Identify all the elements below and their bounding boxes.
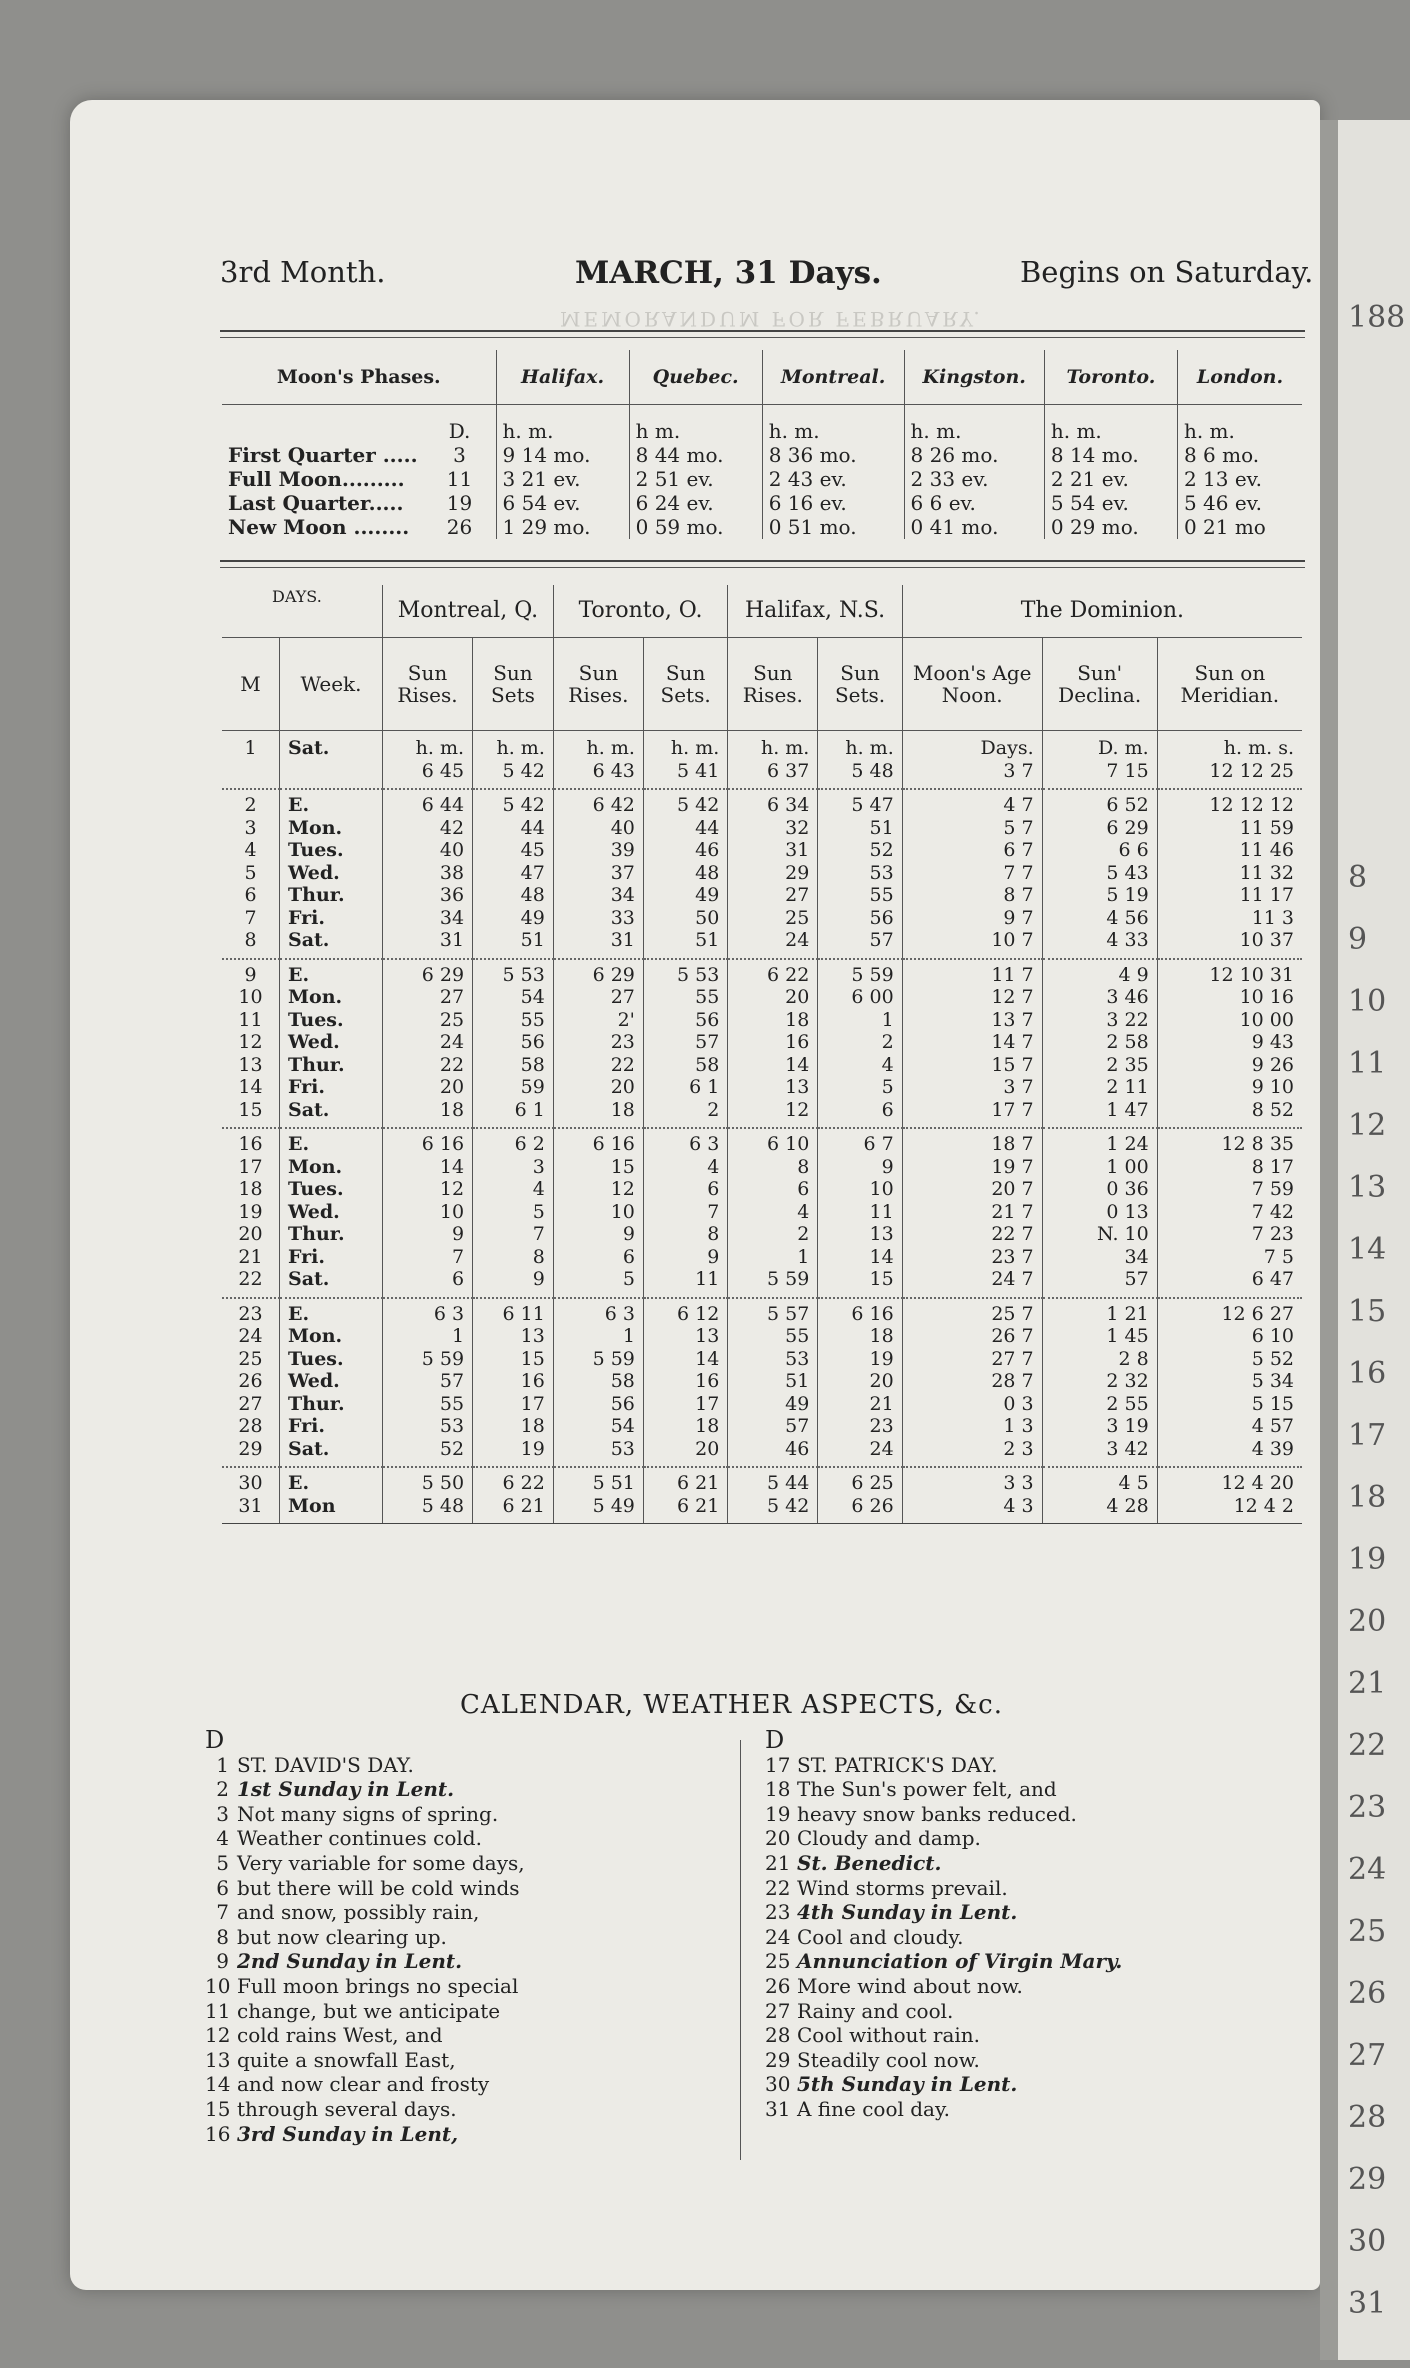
- header-rule-thin: [220, 337, 1305, 338]
- aspect-day: 20: [765, 1826, 791, 1851]
- days-header: DAYS.: [222, 585, 383, 638]
- calendar-cell: h. m. 6 37: [728, 731, 818, 790]
- aspect-day: 19: [765, 1801, 791, 1826]
- daily-calendar-table: [222, 585, 1302, 1524]
- phases-rule: [220, 560, 1305, 562]
- aspect-day: 26: [765, 1973, 791, 1998]
- dominion-group: The Dominion.: [902, 585, 1302, 638]
- aspect-day: 3: [216, 1801, 229, 1826]
- calendar-cell: 5 42 44 46 48 49 50 51: [643, 789, 727, 959]
- col-montreal-rises: Sun Rises.: [383, 638, 473, 731]
- calendar-cell: E. Mon. Tues. Wed. Thur. Fri. Sat.: [280, 1128, 383, 1298]
- aspect-line: [205, 2122, 525, 2147]
- aspects-right-column: [765, 1728, 1122, 2122]
- aspect-line: [765, 2048, 1122, 2073]
- calendar-cell: 25 7 26 7 27 7 28 7 0 3 1 3 2 3: [902, 1298, 1042, 1468]
- aspect-day: 16: [205, 2121, 231, 2146]
- halifax-group: Halifax, N.S.: [728, 585, 902, 638]
- calendar-cell: 6 29 27 25 24 22 20 18: [383, 959, 473, 1129]
- aspect-text: through several days.: [237, 2096, 457, 2121]
- calendar-cell: Sat.: [280, 731, 383, 790]
- aspect-line: [205, 1753, 525, 1778]
- aspect-text: 2nd Sunday in Lent.: [237, 1949, 463, 1974]
- calendar-cell: 5 42 44 45 47 48 49 51: [473, 789, 554, 959]
- calendar-row-block: [222, 731, 1302, 790]
- aspect-text: Not many signs of spring.: [237, 1801, 499, 1826]
- montreal-group: Montreal, Q.: [383, 585, 554, 638]
- calendar-cell: 4 5 4 28: [1042, 1467, 1157, 1524]
- aspect-text: Very variable for some days,: [237, 1850, 525, 1875]
- col-halifax-rises: Sun Rises.: [728, 638, 818, 731]
- aspect-line: [205, 1900, 525, 1925]
- edge-number: 11: [1348, 1046, 1387, 1081]
- aspect-line: [205, 2072, 525, 2097]
- aspect-day: 28: [765, 2023, 791, 2048]
- aspects-right-list: [765, 1753, 1122, 2122]
- edge-number: 27: [1348, 2038, 1387, 2073]
- montreal-header: Montreal.: [762, 350, 904, 405]
- aspect-line: [205, 1826, 525, 1851]
- calendar-cell: E. Mon. Tues. Wed. Thur. Fri. Sat.: [280, 789, 383, 959]
- begins-label: Begins on Saturday.: [1020, 255, 1314, 289]
- edge-number: 23: [1348, 1790, 1387, 1825]
- aspect-day: 14: [205, 2072, 231, 2097]
- aspect-line: [765, 1826, 1122, 1851]
- calendar-row-block: [222, 1467, 1302, 1524]
- aspect-line: [765, 1876, 1122, 1901]
- calendar-cell: 6 16 14 12 10 9 7 6: [383, 1128, 473, 1298]
- aspect-day: 9: [216, 1949, 229, 1974]
- calendar-cell: 1 24 1 00 0 36 0 13 N. 10 34 57: [1042, 1128, 1157, 1298]
- facing-page-edge: [1320, 120, 1410, 2360]
- calendar-cell: 6 10 8 6 4 2 1 5 59: [728, 1128, 818, 1298]
- calendar-cell: 18 7 19 7 20 7 21 7 22 7 23 7 24 7: [902, 1128, 1042, 1298]
- calendar-cell: 5 53 55 56 57 58 6 1 2: [643, 959, 727, 1129]
- edge-number: 24: [1348, 1852, 1387, 1887]
- calendar-cell: E. Mon. Tues. Wed. Thur. Fri. Sat.: [280, 959, 383, 1129]
- aspect-day: 8: [216, 1924, 229, 1949]
- aspect-line: [765, 1974, 1122, 1999]
- aspect-line: [765, 2072, 1122, 2097]
- calendar-cell: 6 2 3 4 5 7 8 9: [473, 1128, 554, 1298]
- aspect-day: 11: [205, 1998, 231, 2023]
- aspects-left-list: [205, 1753, 525, 2147]
- aspect-line: [765, 1851, 1122, 1876]
- header-rule: [220, 330, 1305, 332]
- calendar-cell: 5 53 54 55 56 58 59 6 1: [473, 959, 554, 1129]
- edge-number: 19: [1348, 1542, 1387, 1577]
- calendar-cell: h. m. 5 41: [643, 731, 727, 790]
- aspect-day: 10: [205, 1973, 231, 1998]
- edge-year: 188: [1348, 300, 1406, 335]
- aspect-line: [765, 2023, 1122, 2048]
- edge-number: 8: [1348, 860, 1368, 895]
- aspect-day: 23: [765, 1900, 791, 1925]
- aspect-text: change, but we anticipate: [237, 1998, 501, 2023]
- calendar-cell: 6 52 6 29 6 6 5 43 5 19 4 56 4 33: [1042, 789, 1157, 959]
- toronto-times: h. m. 8 14 mo. 2 21 ev. 5 54 ev. 0 29 mo.: [1044, 405, 1177, 540]
- calendar-cell: 6 7 9 10 11 13 14 15: [818, 1128, 902, 1298]
- aspect-line: [765, 1949, 1122, 1974]
- aspect-text: cold rains West, and: [237, 2023, 443, 2048]
- aspect-line: [205, 1999, 525, 2024]
- aspect-text: Annunciation of Virgin Mary.: [797, 1949, 1123, 1974]
- aspect-line: [205, 2097, 525, 2122]
- edge-number: 31: [1348, 2286, 1387, 2321]
- bleed-through-text: MEMORANDUM FOR FEBRUARY.: [560, 307, 983, 331]
- quebec-header: Quebec.: [629, 350, 762, 405]
- aspect-text: Steadily cool now.: [797, 2047, 980, 2072]
- calendar-cell: E. Mon: [280, 1467, 383, 1524]
- aspect-text: Cool and cloudy.: [797, 1924, 964, 1949]
- aspect-text: quite a snowfall East,: [237, 2047, 456, 2072]
- calendar-cell: 11 7 12 7 13 7 14 7 15 7 3 7 17 7: [902, 959, 1042, 1129]
- calendar-cell: 6 16 18 19 20 21 23 24: [818, 1298, 902, 1468]
- aspect-text: More wind about now.: [797, 1973, 1023, 1998]
- aspects-left-head: D: [205, 1726, 225, 1754]
- aspects-divider: [740, 1740, 741, 2160]
- edge-number: 10: [1348, 984, 1387, 1019]
- col-month-day: M: [222, 638, 280, 731]
- aspect-text: 3rd Sunday in Lent,: [237, 2121, 459, 2146]
- aspect-line: [765, 1900, 1122, 1925]
- halifax-times: h. m. 9 14 mo. 3 21 ev. 6 54 ev. 1 29 mo.: [496, 405, 629, 540]
- col-sun-declination: Sun' Declina.: [1042, 638, 1157, 731]
- aspect-line: [765, 1753, 1122, 1778]
- edge-number: 12: [1348, 1108, 1387, 1143]
- calendar-cell: 6 22 6 21: [473, 1467, 554, 1524]
- aspect-text: 5th Sunday in Lent.: [797, 2072, 1018, 2097]
- aspects-right-head: D: [765, 1726, 785, 1754]
- aspect-line: [205, 2048, 525, 2073]
- edge-number: 22: [1348, 1728, 1387, 1763]
- calendar-cell: 6 22 20 18 16 14 13 12: [728, 959, 818, 1129]
- calendar-cell: 4 9 3 46 3 22 2 58 2 35 2 11 1 47: [1042, 959, 1157, 1129]
- calendar-cell: 30 31: [222, 1467, 280, 1524]
- aspect-text: heavy snow banks reduced.: [797, 1801, 1077, 1826]
- edge-number: 13: [1348, 1170, 1387, 1205]
- calendar-cell: 6 25 6 26: [818, 1467, 902, 1524]
- moon-phases-table: [222, 350, 1302, 539]
- calendar-cell: 6 16 15 12 10 9 6 5: [553, 1128, 643, 1298]
- calendar-row-block: [222, 1298, 1302, 1468]
- aspect-day: 29: [765, 2047, 791, 2072]
- calendar-cell: 6 3 1 5 59 58 56 54 53: [553, 1298, 643, 1468]
- aspect-line: [765, 2097, 1122, 2122]
- aspect-day: 24: [765, 1924, 791, 1949]
- aspect-day: 2: [216, 1777, 229, 1802]
- aspects-title: CALENDAR, WEATHER ASPECTS, &c.: [460, 1690, 1003, 1720]
- aspect-text: The Sun's power felt, and: [797, 1777, 1057, 1802]
- calendar-cell: h. m. 5 48: [818, 731, 902, 790]
- page-title: MARCH, 31 Days.: [575, 255, 882, 291]
- aspect-line: [205, 1876, 525, 1901]
- aspect-text: Rainy and cool.: [797, 1998, 954, 2023]
- aspect-text: 4th Sunday in Lent.: [797, 1900, 1018, 1925]
- aspect-day: 1: [216, 1752, 229, 1777]
- aspect-text: and now clear and frosty: [237, 2072, 490, 2097]
- edge-number: 16: [1348, 1356, 1387, 1391]
- page-header: [220, 255, 1314, 299]
- aspect-line: [765, 1999, 1122, 2024]
- calendar-cell: h. m. 6 43: [553, 731, 643, 790]
- aspect-day: 7: [216, 1900, 229, 1925]
- col-toronto-rises: Sun Rises.: [553, 638, 643, 731]
- aspects-left-column: [205, 1728, 525, 2146]
- calendar-cell: 23 24 25 26 27 28 29: [222, 1298, 280, 1468]
- calendar-row-block: [222, 1128, 1302, 1298]
- aspect-text: A fine cool day.: [797, 2096, 950, 2121]
- edge-number: 15: [1348, 1294, 1387, 1329]
- calendar-cell: 1 21 1 45 2 8 2 32 2 55 3 19 3 42: [1042, 1298, 1157, 1468]
- calendar-row-block: [222, 959, 1302, 1129]
- aspect-day: 12: [205, 2023, 231, 2048]
- aspect-text: but now clearing up.: [237, 1924, 447, 1949]
- aspect-day: 6: [216, 1875, 229, 1900]
- calendar-cell: 6 11 13 15 16 17 18 19: [473, 1298, 554, 1468]
- aspect-day: 17: [765, 1752, 791, 1777]
- aspect-text: 1st Sunday in Lent.: [237, 1777, 455, 1802]
- calendar-cell: 12 8 35 8 17 7 59 7 42 7 23 7 5 6 47: [1157, 1128, 1302, 1298]
- aspect-day: 15: [205, 2096, 231, 2121]
- aspect-text: ST. DAVID'S DAY.: [237, 1752, 414, 1777]
- calendar-cell: 5 51 5 49: [553, 1467, 643, 1524]
- aspect-line: [205, 1851, 525, 1876]
- edge-number: 17: [1348, 1418, 1387, 1453]
- edge-number: 29: [1348, 2162, 1387, 2197]
- aspect-line: [205, 1802, 525, 1827]
- calendar-cell: E. Mon. Tues. Wed. Thur. Fri. Sat.: [280, 1298, 383, 1468]
- aspect-day: 21: [765, 1850, 791, 1875]
- london-header: London.: [1177, 350, 1302, 405]
- aspect-text: St. Benedict.: [797, 1850, 942, 1875]
- calendar-cell: 4 7 5 7 6 7 7 7 8 7 9 7 10 7: [902, 789, 1042, 959]
- aspect-day: 18: [765, 1777, 791, 1802]
- calendar-cell: 12 4 20 12 4 2: [1157, 1467, 1302, 1524]
- halifax-header: Halifax.: [496, 350, 629, 405]
- calendar-cell: 6 44 42 40 38 36 34 31: [383, 789, 473, 959]
- calendar-cell: h. m. 5 42: [473, 731, 554, 790]
- kingston-header: Kingston.: [904, 350, 1044, 405]
- phases-header: Moon's Phases.: [222, 350, 496, 405]
- edge-number: 14: [1348, 1232, 1387, 1267]
- calendar-cell: 6 3 1 5 59 57 55 53 52: [383, 1298, 473, 1468]
- aspect-text: ST. PATRICK'S DAY.: [797, 1752, 998, 1777]
- calendar-cell: 2 3 4 5 6 7 8: [222, 789, 280, 959]
- edge-number: 30: [1348, 2224, 1387, 2259]
- aspect-text: Weather continues cold.: [237, 1826, 482, 1851]
- calendar-cell: 6 29 27 2' 23 22 20 18: [553, 959, 643, 1129]
- calendar-cell: 5 47 51 52 53 55 56 57: [818, 789, 902, 959]
- aspect-line: [205, 1777, 525, 1802]
- col-moon-age: Moon's Age Noon.: [902, 638, 1042, 731]
- aspect-day: 31: [765, 2096, 791, 2121]
- quebec-times: h m. 8 44 mo. 2 51 ev. 6 24 ev. 0 59 mo.: [629, 405, 762, 540]
- aspect-day: 27: [765, 1998, 791, 2023]
- aspect-line: [205, 1974, 525, 1999]
- col-sun-meridian: Sun on Meridian.: [1157, 638, 1302, 731]
- aspect-line: [205, 2023, 525, 2048]
- calendar-cell: 12 12 12 11 59 11 46 11 32 11 17 11 3 10 37: [1157, 789, 1302, 959]
- calendar-cell: Days. 3 7: [902, 731, 1042, 790]
- aspect-day: 30: [765, 2072, 791, 2097]
- edge-number: 25: [1348, 1914, 1387, 1949]
- aspect-line: [765, 1925, 1122, 1950]
- calendar-cell: 5 44 5 42: [728, 1467, 818, 1524]
- aspect-day: 5: [216, 1850, 229, 1875]
- calendar-cell: 16 17 18 19 20 21 22: [222, 1128, 280, 1298]
- aspect-text: Full moon brings no special: [237, 1973, 519, 1998]
- aspect-day: 22: [765, 1875, 791, 1900]
- aspect-day: 4: [216, 1826, 229, 1851]
- calendar-cell: 6 42 40 39 37 34 33 31: [553, 789, 643, 959]
- calendar-cell: 5 50 5 48: [383, 1467, 473, 1524]
- edge-number: 18: [1348, 1480, 1387, 1515]
- calendar-cell: 5 57 55 53 51 49 57 46: [728, 1298, 818, 1468]
- calendar-cell: h. m. s. 12 12 25: [1157, 731, 1302, 790]
- calendar-cell: 6 21 6 21: [643, 1467, 727, 1524]
- aspect-line: [205, 1949, 525, 1974]
- calendar-cell: 3 3 4 3: [902, 1467, 1042, 1524]
- calendar-row-block: [222, 789, 1302, 959]
- col-halifax-sets: Sun Sets.: [818, 638, 902, 731]
- toronto-group: Toronto, O.: [553, 585, 727, 638]
- aspect-text: Cool without rain.: [797, 2023, 981, 2048]
- calendar-cell: 6 12 13 14 16 17 18 20: [643, 1298, 727, 1468]
- aspect-text: Wind storms prevail.: [797, 1875, 1008, 1900]
- col-week: Week.: [280, 638, 383, 731]
- col-montreal-sets: Sun Sets: [473, 638, 554, 731]
- aspect-text: and snow, possibly rain,: [237, 1900, 480, 1925]
- calendar-cell: 12 10 31 10 16 10 00 9 43 9 26 9 10 8 52: [1157, 959, 1302, 1129]
- phase-names: First Quarter ..... Full Moon......... Last Quarter..... New Moon ........: [228, 443, 418, 539]
- aspect-text: Cloudy and damp.: [797, 1826, 981, 1851]
- montreal-times: h. m. 8 36 mo. 2 43 ev. 6 16 ev. 0 51 mo.: [762, 405, 904, 540]
- kingston-times: h. m. 8 26 mo. 2 33 ev. 6 6 ev. 0 41 mo.: [904, 405, 1044, 540]
- edge-number: 21: [1348, 1666, 1387, 1701]
- calendar-cell: 1: [222, 731, 280, 790]
- calendar-cell: 12 6 27 6 10 5 52 5 34 5 15 4 57 4 39: [1157, 1298, 1302, 1468]
- edge-number: 9: [1348, 922, 1368, 957]
- phases-rule-thin: [220, 567, 1305, 568]
- aspect-line: [765, 1802, 1122, 1827]
- calendar-cell: 6 3 4 6 7 8 9 11: [643, 1128, 727, 1298]
- calendar-cell: 5 59 6 00 1 2 4 5 6: [818, 959, 902, 1129]
- calendar-cell: 9 10 11 12 13 14 15: [222, 959, 280, 1129]
- london-times: h. m. 8 6 mo. 2 13 ev. 5 46 ev. 0 21 mo: [1177, 405, 1302, 540]
- phase-days: D. 3 11 19 26: [446, 419, 473, 539]
- aspect-day: 25: [765, 1949, 791, 1974]
- edge-number: 20: [1348, 1604, 1387, 1639]
- col-toronto-sets: Sun Sets.: [643, 638, 727, 731]
- edge-number: 28: [1348, 2100, 1387, 2135]
- aspect-line: [765, 1777, 1122, 1802]
- aspect-day: 13: [205, 2047, 231, 2072]
- edge-number: 26: [1348, 1976, 1387, 2011]
- calendar-cell: D. m. 7 15: [1042, 731, 1157, 790]
- calendar-cell: 6 34 32 31 29 27 25 24: [728, 789, 818, 959]
- aspect-line: [205, 1925, 525, 1950]
- month-label: 3rd Month.: [220, 255, 386, 289]
- toronto-header: Toronto.: [1044, 350, 1177, 405]
- calendar-cell: h. m. 6 45: [383, 731, 473, 790]
- aspect-text: but there will be cold winds: [237, 1875, 520, 1900]
